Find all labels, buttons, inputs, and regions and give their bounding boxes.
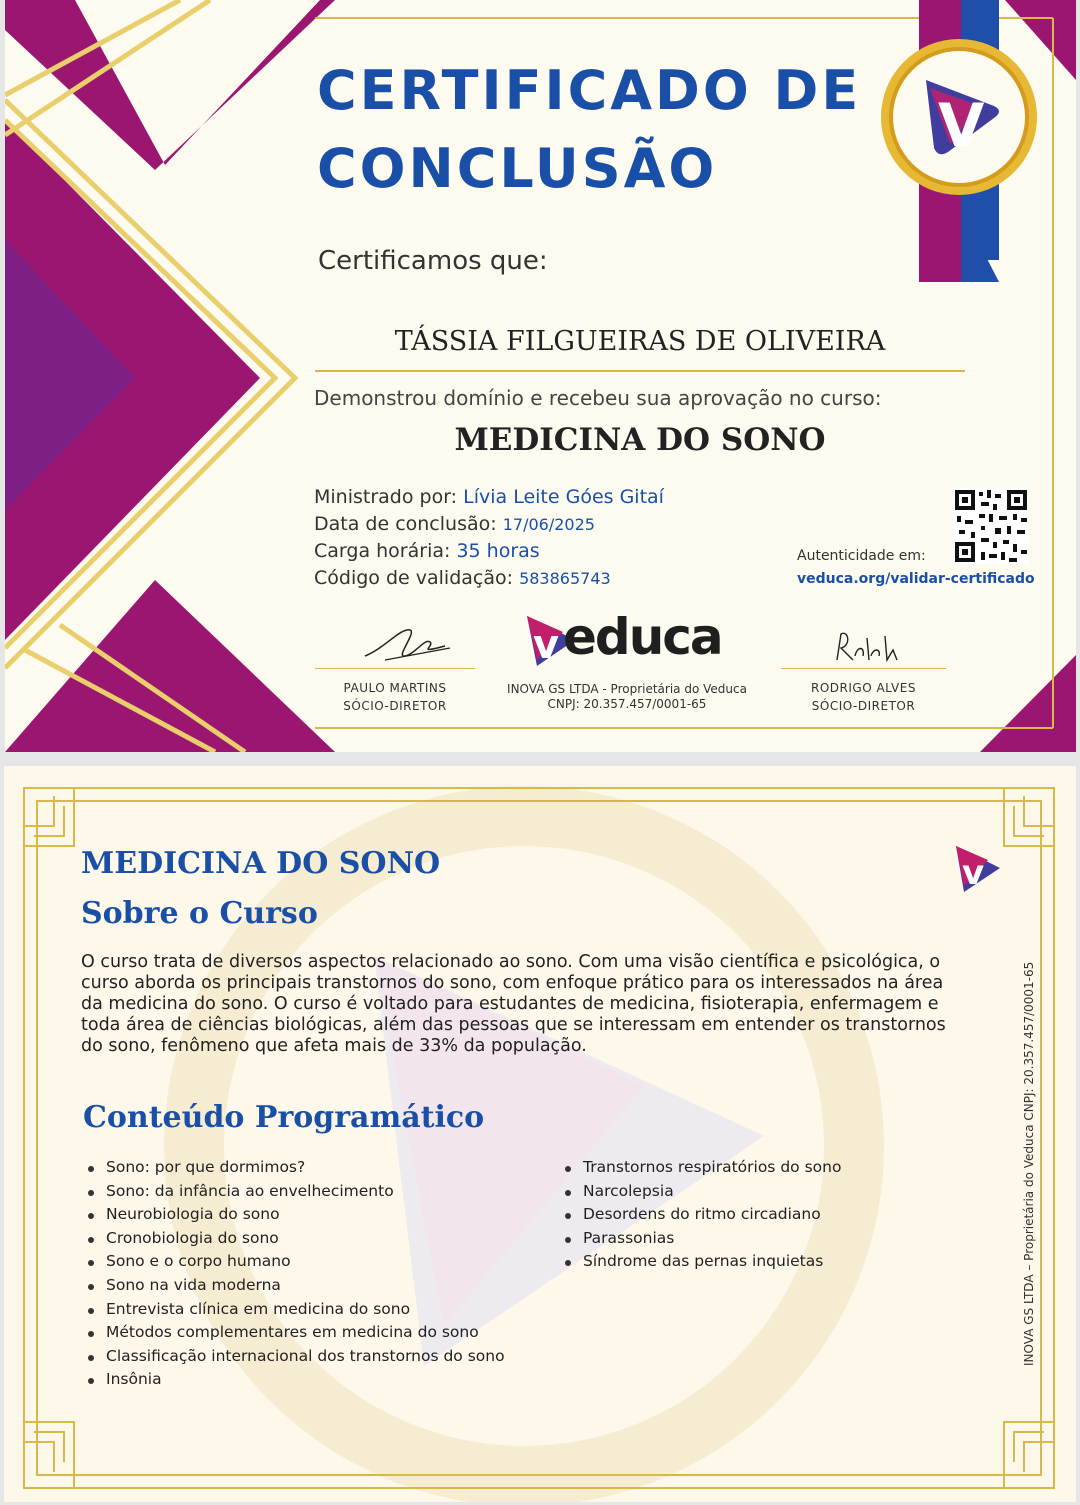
- signature-line-left: [315, 668, 475, 669]
- instructor-value: Lívia Leite Góes Gitaí: [463, 486, 664, 508]
- svg-text:v: v: [962, 853, 985, 893]
- signature-line-right: [781, 668, 946, 669]
- list-item: Narcolepsia: [559, 1180, 841, 1204]
- list-item: Entrevista clínica em medicina do sono: [82, 1298, 505, 1322]
- authenticity-label: Autenticidade em:: [797, 548, 926, 564]
- hours-value: 35 horas: [456, 540, 540, 562]
- signatory-left-name: PAULO MARTINS: [343, 681, 447, 695]
- signature-paulo: [355, 618, 455, 666]
- hours-row: [314, 540, 540, 562]
- certificate-title: [317, 52, 861, 208]
- signatory-right: [781, 679, 946, 715]
- list-item: Sono: da infância ao envelhecimento: [82, 1180, 505, 1204]
- code-label: Código de validação:: [314, 567, 514, 589]
- svg-text:v: v: [533, 622, 560, 668]
- list-item: Insônia: [82, 1368, 505, 1392]
- student-name: TÁSSIA FILGUEIRAS DE OLIVEIRA: [394, 326, 886, 357]
- qr-code-icon[interactable]: [953, 488, 1029, 564]
- list-item: Sono e o corpo humano: [82, 1250, 505, 1274]
- authenticity-link[interactable]: veduca.org/validar-certificado: [797, 571, 1035, 587]
- code-value: 583865743: [519, 569, 611, 588]
- list-item: Cronobiologia do sono: [82, 1227, 505, 1251]
- about-heading: Sobre o Curso: [81, 896, 318, 931]
- list-item: Classificação internacional dos transtornos do sono: [82, 1345, 505, 1369]
- list-item: Sono na vida moderna: [82, 1274, 505, 1298]
- company-info: [491, 682, 763, 712]
- signature-rodrigo: [831, 626, 911, 666]
- course-name: MEDICINA DO SONO: [454, 422, 826, 458]
- content-heading: Conteúdo Programático: [83, 1100, 485, 1135]
- veduca-seal-icon: [878, 36, 1040, 198]
- hours-label: Carga horária:: [314, 540, 451, 562]
- signatory-left-role: SÓCIO-DIRETOR: [343, 699, 447, 713]
- signatory-left: [315, 679, 475, 715]
- title-line-2: CONCLUSÃO: [317, 137, 718, 200]
- certificate-back: [4, 766, 1076, 1502]
- title-line-1: CERTIFICADO DE: [317, 59, 862, 122]
- signatory-right-role: SÓCIO-DIRETOR: [811, 699, 916, 713]
- svg-text:V: V: [938, 91, 985, 161]
- back-course-title: MEDICINA DO SONO: [81, 846, 441, 881]
- instructor-label: Ministrado por:: [314, 486, 458, 508]
- date-label: Data de conclusão:: [314, 513, 497, 535]
- list-item: Síndrome das pernas inquietas: [559, 1250, 841, 1274]
- course-description: O curso trata de diversos aspectos relacionado ao sono. Com uma visão científica e psicológica, o curso aborda os principais transtornos do sono, com enfoque prático para os interessados na área da medicina do sono. O curso é voltado para estudantes de medicina, fisioterapia, enfermagem e toda área de ciências biológicas, além das pessoas que se interessam em entender os transtornos do sono, fenômeno que afeta mais de 33% da população.: [81, 952, 946, 1056]
- instructor-row: [314, 486, 664, 508]
- topics-list-left: [82, 1156, 505, 1392]
- name-underline: [315, 370, 965, 372]
- code-row: [314, 567, 611, 589]
- approval-statement: Demonstrou domínio e recebeu sua aprovação no curso:: [314, 386, 882, 410]
- list-item: Transtornos respiratórios do sono: [559, 1156, 841, 1180]
- list-item: Neurobiologia do sono: [82, 1203, 505, 1227]
- list-item: Sono: por que dormimos?: [82, 1156, 505, 1180]
- vertical-company-text: INOVA GS LTDA – Proprietária do Veduca CNPJ: 20.357.457/0001-65: [1022, 961, 1036, 1366]
- intro-text: Certificamos que:: [318, 246, 548, 276]
- veduca-logo-text: educa: [563, 608, 722, 666]
- company-cnpj: CNPJ: 20.357.457/0001-65: [547, 697, 707, 711]
- list-item: Parassonias: [559, 1227, 841, 1251]
- company-name: INOVA GS LTDA - Proprietária do Veduca: [507, 682, 747, 696]
- certificate-front: [5, 0, 1076, 752]
- date-value: 17/06/2025: [502, 515, 595, 534]
- list-item: Desordens do ritmo circadiano: [559, 1203, 841, 1227]
- list-item: Métodos complementares em medicina do sono: [82, 1321, 505, 1345]
- topics-list-right: [559, 1156, 841, 1274]
- date-row: [314, 513, 595, 535]
- veduca-mini-logo-icon: [952, 842, 1004, 896]
- signatory-right-name: RODRIGO ALVES: [811, 681, 916, 695]
